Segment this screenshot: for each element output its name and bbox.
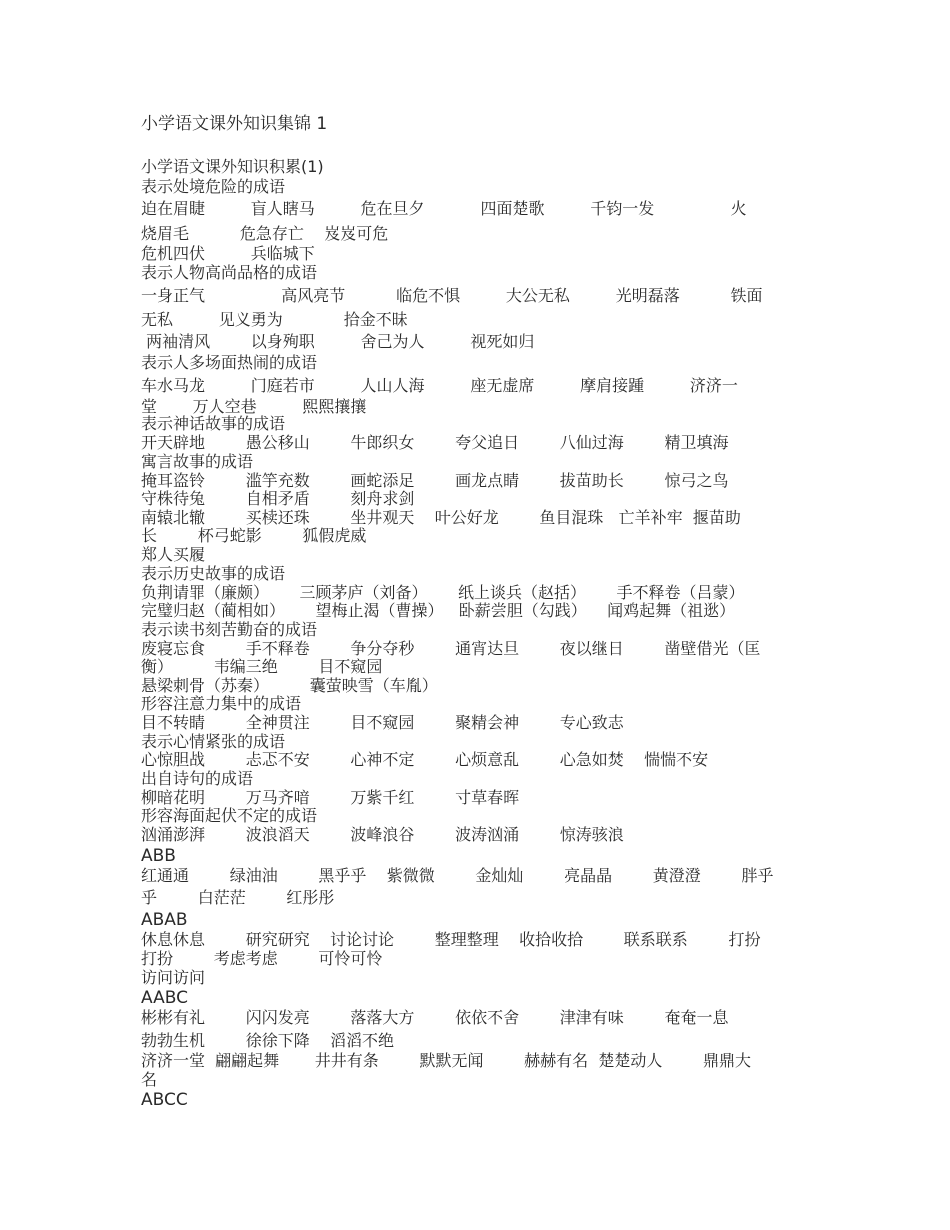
- text-line: 目不转睛 全神贯注 目不窥园 聚精会神 专心致志: [141, 713, 624, 732]
- document-title: 小学语文课外知识集锦 1: [141, 114, 328, 134]
- section-heading: 形容海面起伏不定的成语: [141, 806, 318, 825]
- pattern-heading: ABB: [141, 846, 176, 866]
- text-line: 掩耳盗铃 滥竽充数 画蛇添足 画龙点睛 拔苗助长 惊弓之鸟: [141, 471, 729, 490]
- text-line: 长 杯弓蛇影 狐假虎威: [141, 526, 367, 545]
- section-heading: 寓言故事的成语: [141, 452, 254, 471]
- text-line: 危机四伏 兵临城下: [141, 244, 315, 263]
- text-line: 两袖清风 以身殉职 舍己为人 视死如归: [141, 332, 535, 351]
- text-line: 济济一堂 翩翩起舞 井井有条 默默无闻 赫赫有名 楚楚动人 鼎鼎大: [141, 1051, 752, 1070]
- pattern-heading: AABC: [141, 988, 188, 1008]
- text-line: 红通通 绿油油 黑乎乎 紫微微 金灿灿 亮晶晶 黄澄澄 胖乎: [141, 866, 774, 885]
- section-heading: 表示人物高尚品格的成语: [141, 263, 318, 282]
- text-line: 衡） 韦编三绝 目不窥园: [141, 657, 383, 676]
- text-line: 柳暗花明 万马齐喑 万紫千红 寸草春晖: [141, 788, 520, 807]
- section-heading: 表示历史故事的成语: [141, 564, 286, 583]
- text-line: 悬梁刺骨（苏秦） 囊萤映雪（车胤）: [141, 676, 438, 695]
- section-heading: 表示人多场面热闹的成语: [141, 353, 318, 372]
- text-line: 南辕北辙 买椟还珠 坐井观天 叶公好龙 鱼目混珠 亡羊补牢 揠苗助: [141, 508, 741, 527]
- text-line: 一身正气 高风亮节 临危不惧 大公无私 光明磊落 铁面: [141, 286, 763, 305]
- text-line: 打扮 考虑考虑 可怜可怜: [141, 949, 383, 968]
- text-line: 开天辟地 愚公移山 牛郎织女 夸父追日 八仙过海 精卫填海: [141, 433, 729, 452]
- text-line: 车水马龙 门庭若市 人山人海 座无虚席 摩肩接踵 济济一: [141, 376, 738, 395]
- text-line: 无私 见义勇为 拾金不昧: [141, 310, 408, 329]
- pattern-heading: ABAB: [141, 910, 188, 930]
- section-heading: 表示读书刻苦勤奋的成语: [141, 620, 318, 639]
- text-line: 勃勃生机 徐徐下降 滔滔不绝: [141, 1031, 395, 1050]
- section-heading: 小学语文课外知识积累(1): [141, 157, 324, 176]
- section-heading: 表示心情紧张的成语: [141, 732, 286, 751]
- text-line: 堂 万人空巷 熙熙攘攘: [141, 397, 367, 416]
- text-line: 汹涌澎湃 波浪滔天 波峰浪谷 波涛汹涌 惊涛骇浪: [141, 825, 624, 844]
- text-line: 守株待兔 自相矛盾 刻舟求剑: [141, 489, 415, 508]
- pattern-heading: ABCC: [141, 1090, 188, 1110]
- text-line: 迫在眉睫 盲人瞎马 危在旦夕 四面楚歌 千钧一发 火: [141, 199, 747, 218]
- text-line: 废寝忘食 手不释卷 争分夺秒 通宵达旦 夜以继日 凿壁借光（匡: [141, 639, 761, 658]
- text-line: 访问访问: [141, 968, 206, 987]
- text-line: 烧眉毛 危急存亡 岌岌可危: [141, 224, 389, 243]
- section-heading: 出自诗句的成语: [141, 769, 254, 788]
- text-line: 休息休息 研究研究 讨论讨论 整理整理 收拾收拾 联系联系 打扮: [141, 930, 761, 949]
- text-line: 彬彬有礼 闪闪发亮 落落大方 依依不舍 津津有味 奄奄一息: [141, 1008, 729, 1027]
- text-line: 心惊胆战 忐忑不安 心神不定 心烦意乱 心急如焚 惴惴不安: [141, 750, 709, 769]
- section-heading: 表示处境危险的成语: [141, 177, 286, 196]
- section-heading: 形容注意力集中的成语: [141, 694, 302, 713]
- text-line: 名: [141, 1070, 158, 1089]
- section-heading: 表示神话故事的成语: [141, 414, 286, 433]
- text-line: 郑人买履: [141, 545, 206, 564]
- text-line: 负荆请罪（廉颇） 三顾茅庐（刘备） 纸上谈兵（赵括） 手不释卷（吕蒙）: [141, 583, 745, 602]
- text-line: 完璧归赵（蔺相如） 望梅止渴（曹操） 卧薪尝胆（勾践） 闻鸡起舞（祖逖）: [141, 601, 736, 620]
- text-line: 乎 白茫茫 红彤彤: [141, 888, 335, 907]
